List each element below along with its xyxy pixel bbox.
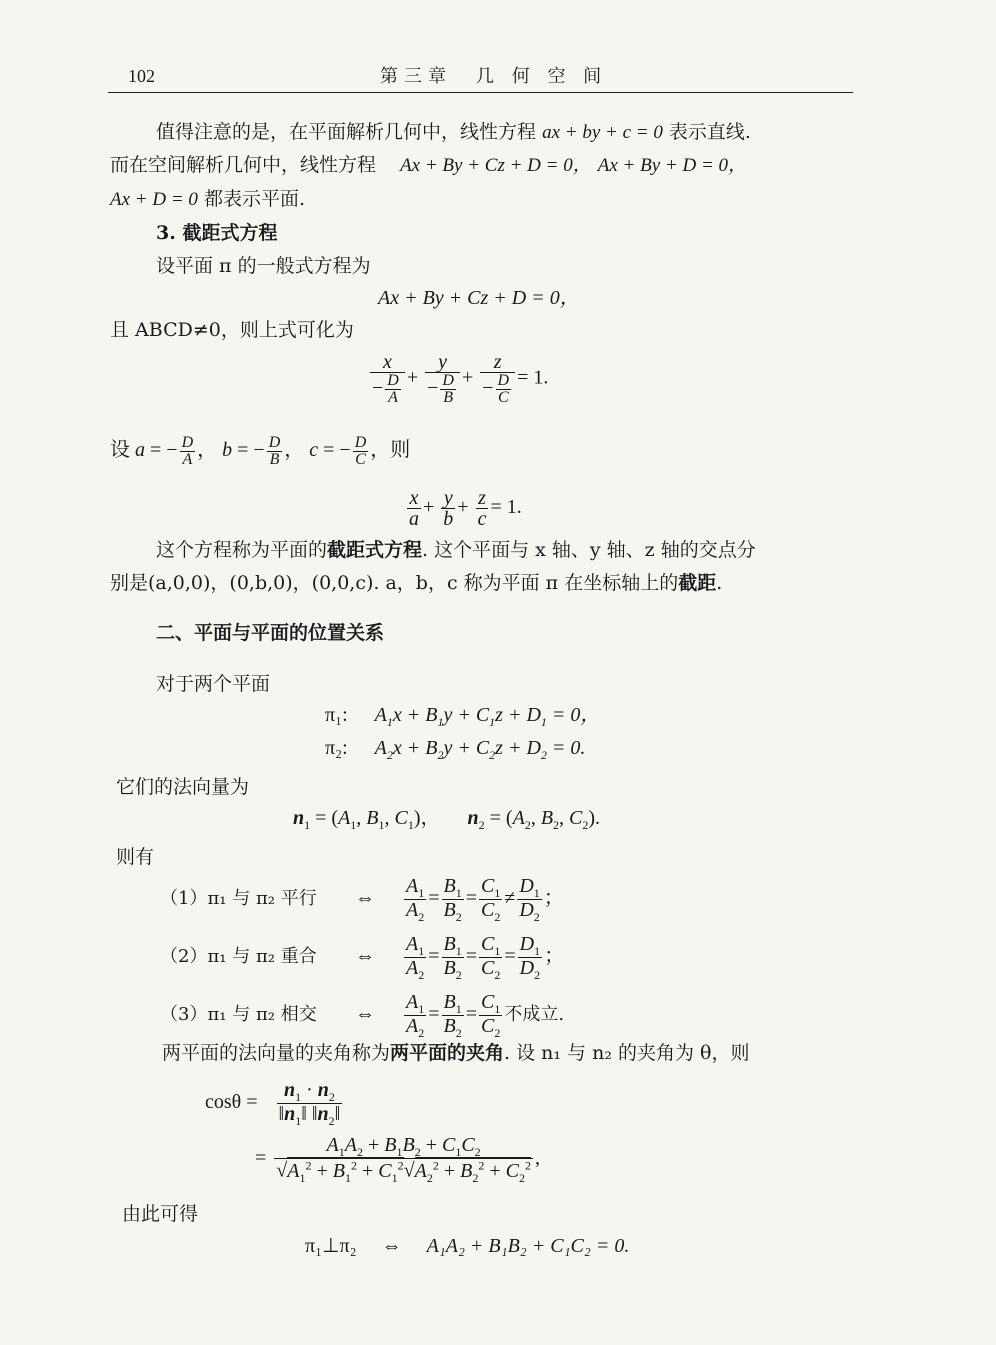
section3-condition: 且 ABCD≠0，则上式可化为 <box>110 319 354 341</box>
normal-vectors: $n_1 = (A_1$, $B_1$, $C_1$)， $n_2 = (A_2$, $B_2$, $C_2$). <box>293 807 601 832</box>
equation: ax + by + c = 0 <box>542 122 663 143</box>
paragraph-linear-line-1 <box>156 123 751 142</box>
cos-label: cosθ <box>205 1091 242 1114</box>
section3-intro: 设平面 π 的一般式方程为 <box>156 255 371 277</box>
cos-formula-1: cosθ = $\frac{n_1 \cdot n_2}{‖n_1‖ ‖n_2‖}$ <box>205 1079 341 1128</box>
page-number: 102 <box>128 66 155 86</box>
substitution-line: 设 a = − $\frac{D}{A}$ ， b = − $\frac{D}{B}$ ， c = − $\frac{D}{C}$ ，则 <box>110 434 411 468</box>
equation: Ax + D = 0 <box>110 189 198 210</box>
general-equation <box>378 288 580 308</box>
relation-parallel: （1）π₁ 与 π₂ 平行 ⇔ $\frac{A_1}{A_2}$ = $\frac{B_1}{B_2}$ = $\frac{C_1}{C_2}$ ≠ $\frac{D_1}{D_2}$ ； <box>160 875 564 924</box>
relation-label: （2）π₁ 与 π₂ 重合 <box>160 946 317 968</box>
text: 设 <box>110 437 130 462</box>
text: 而在空间解析几何中，线性方程 <box>110 154 377 176</box>
section-heading-intercept: 3. 截距式方程 <box>156 222 278 244</box>
equivalence-arrow: ⇔ <box>355 887 375 910</box>
text: . 这个平面与 x 轴、y 轴、z 轴的交点分 <box>422 539 756 561</box>
angle-paragraph <box>162 1044 749 1063</box>
paragraph-linear-line-2 <box>110 156 747 175</box>
chapter-title: 第三章 几 何 空 间 <box>380 66 608 87</box>
perpendicular-rhs: A₁A₂ + B₁B₂ + C₁C₂ = 0. <box>426 1235 630 1257</box>
fraction-y: y − $\frac{D}{B}$ <box>425 352 460 406</box>
text: 别是(a,0,0)，(0,b,0)，(0,0,c). a，b，c 称为平面 π 在坐标轴上的 <box>110 572 679 594</box>
equation: Ax + By + Cz + D = 0， <box>400 155 592 176</box>
header-rule <box>108 92 853 93</box>
text: . 设 n₁ 与 n₂ 的夹角为 θ，则 <box>504 1042 750 1064</box>
term-plane-angle: 两平面的夹角 <box>390 1042 505 1064</box>
general-equation-text: Ax + By + Cz + D = 0， <box>378 287 580 309</box>
term-intercept-form: 截距式方程 <box>327 539 423 561</box>
text: 都表示平面. <box>203 188 305 210</box>
intercept-paragraph-line-1 <box>156 541 756 560</box>
section-heading-plane-relations: 二、平面与平面的位置关系 <box>156 622 385 644</box>
pi1-label: π₁: <box>325 704 348 726</box>
paragraph-linear-line-3 <box>110 190 305 209</box>
fraction-x: x − $\frac{D}{A}$ <box>370 352 405 406</box>
equivalence-arrow: ⇔ <box>381 1235 402 1257</box>
plane-pi2: π₂: $A_2x + B_2y + C_2z + D_2 = 0$. <box>325 737 586 762</box>
text: ，则 <box>370 437 411 462</box>
equation: Ax + By + D = 0， <box>597 155 748 176</box>
text: 值得注意的是，在平面解析几何中，线性方程 <box>156 121 537 143</box>
perpendicular-lhs: π₁⊥π₂ <box>305 1235 357 1257</box>
relation-label: （3）π₁ 与 π₂ 相交 <box>160 1004 317 1026</box>
text: = 1. <box>490 496 522 519</box>
relation-label: （1）π₁ 与 π₂ 平行 <box>160 888 317 910</box>
then-have: 则有 <box>116 846 155 868</box>
text: 这个方程称为平面的 <box>156 539 328 561</box>
intercept-equation: $\frac{x}{a}$ + $\frac{y}{b}$ + $\frac{z}{c}$ = 1. <box>409 487 522 530</box>
fraction-z: z − $\frac{D}{C}$ <box>480 352 515 406</box>
fraction-equation: x − $\frac{D}{A}$ + y − $\frac{D}{B}$ + z − $\frac{D}{C}$ = 1. <box>372 351 549 406</box>
equivalence-arrow: ⇔ <box>355 1003 375 1026</box>
section2-intro: 对于两个平面 <box>156 673 271 695</box>
text: ； <box>544 945 565 968</box>
text: 两平面的法向量的夹角称为 <box>162 1042 391 1064</box>
relation-intersect: （3）π₁ 与 π₂ 相交 ⇔ $\frac{A_1}{A_2}$ = $\frac{B_1}{B_2}$ = $\frac{C_1}{C_2}$ 不成立. <box>160 991 565 1040</box>
cos-formula-2: = $\frac{A_1A_2 + B_1B_2 + C_1C_2}{√A_1^2 + B_1^2 + C_1^2√A_2^2 + B_2^2 + C_2^2}$ , <box>255 1134 540 1185</box>
normals-intro: 它们的法向量为 <box>116 776 250 798</box>
text: 表示直线. <box>668 121 751 143</box>
pi2-label: π₂: <box>325 737 348 759</box>
relation-coincide: （2）π₁ 与 π₂ 重合 ⇔ $\frac{A_1}{A_2}$ = $\frac{B_1}{B_2}$ = $\frac{C_1}{C_2}$ = $\frac{D_1}{D_2}$ ； <box>160 933 565 982</box>
conclusion-intro: 由此可得 <box>122 1203 199 1225</box>
equivalence-arrow: ⇔ <box>355 945 375 968</box>
perpendicular-condition <box>305 1236 629 1256</box>
intercept-paragraph-line-2 <box>110 574 722 593</box>
term-intercept: 截距 <box>678 572 717 594</box>
plane-pi1: π₁: $A_1x + B_1y + C_1z + D_1 = 0$， <box>325 704 601 729</box>
text: ； <box>543 887 564 910</box>
text: . <box>716 572 723 594</box>
text: 不成立. <box>504 1004 565 1026</box>
